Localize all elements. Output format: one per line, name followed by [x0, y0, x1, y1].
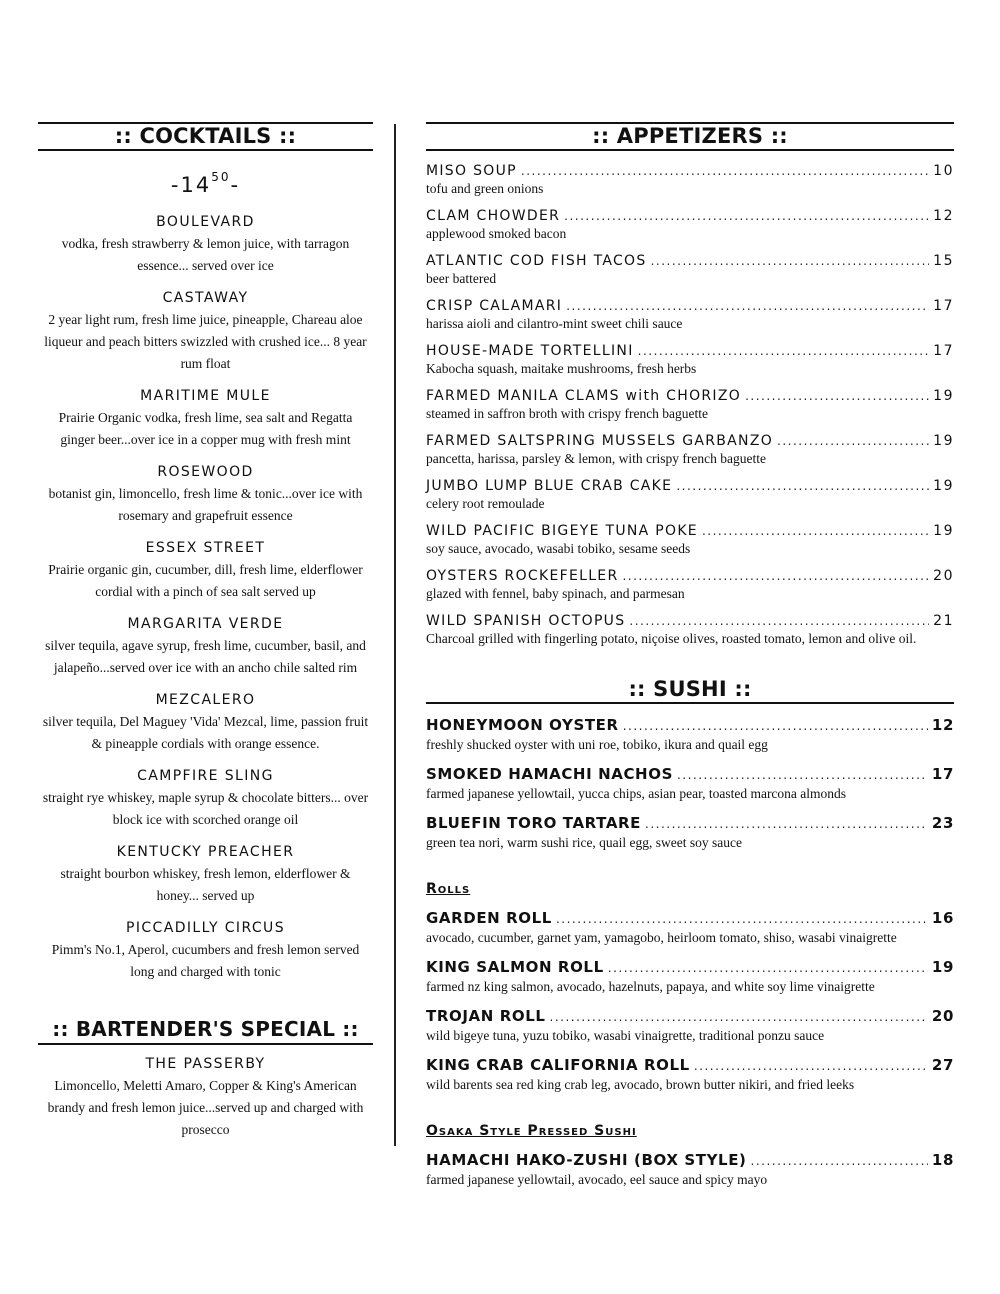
item-desc: pancetta, harissa, parsley & lemon, with crispy french baguette [426, 451, 767, 466]
cocktail-name: CASTAWAY [162, 290, 249, 306]
menu-item [426, 1056, 954, 1095]
item-name: FARMED MANILA CLAMS with CHORIZO [426, 388, 742, 404]
item-price: 19 [933, 523, 954, 539]
item-name: CLAM CHOWDER [426, 208, 561, 224]
cocktail-desc: Pimm's No.1, Aperol, cucumbers and fresh lemon served long and charged with tonic [51, 942, 360, 979]
item-price: 19 [933, 478, 954, 494]
menu-item [426, 1007, 954, 1046]
item-desc: farmed japanese yellowtail, avocado, eel sauce and spicy mayo [426, 1172, 768, 1187]
cocktail-name: ROSEWOOD [157, 464, 254, 480]
dot-leader [521, 164, 929, 178]
rolls-subheading: Rolls [426, 881, 471, 897]
cocktail-name: KENTUCKY PREACHER [116, 844, 295, 860]
item-name: CRISP CALAMARI [426, 298, 563, 314]
item-price: 17 [931, 765, 954, 783]
item-desc: harissa aioli and cilantro-mint sweet chili sauce [426, 316, 683, 331]
menu-item [426, 388, 954, 424]
cocktail-item [38, 919, 373, 983]
item-name: SMOKED HAMACHI NACHOS [426, 765, 673, 783]
cocktail-desc: Prairie organic gin, cucumber, dill, fresh lime, elderflower cordial with a pinch of sea salt served up [48, 562, 363, 599]
cocktail-item [38, 213, 373, 277]
menu-item [426, 765, 954, 804]
item-price: 10 [933, 163, 954, 179]
cocktail-desc: 2 year light rum, fresh lime juice, pineapple, Chareau aloe liqueur and peach bitters swizzled with crushed ice... 8 year rum float [44, 312, 367, 371]
dot-leader [676, 479, 929, 493]
item-price: 20 [933, 568, 954, 584]
item-desc: wild bigeye tuna, yuzu tobiko, wasabi vinaigrette, traditional ponzu sauce [426, 1028, 825, 1043]
cocktail-item [38, 691, 373, 755]
menu-item [426, 343, 954, 379]
menu-item [426, 814, 954, 853]
column-divider [394, 124, 396, 1146]
dot-leader [608, 961, 928, 975]
cocktail-name: PICCADILLY CIRCUS [126, 920, 285, 936]
dot-leader [694, 1059, 928, 1073]
item-price: 16 [931, 909, 954, 927]
cocktail-list [38, 213, 373, 983]
item-name: HONEYMOON OYSTER [426, 716, 619, 734]
item-desc: applewood smoked bacon [426, 226, 567, 241]
item-name: KING CRAB CALIFORNIA ROLL [426, 1056, 690, 1074]
item-price: 17 [933, 298, 954, 314]
menu-item [426, 253, 954, 289]
cocktail-desc: Limoncello, Meletti Amaro, Copper & King's American brandy and fresh lemon juice...served up and charged with prosecco [47, 1078, 364, 1137]
bartender-special-item [38, 1055, 373, 1141]
item-desc: Kabocha squash, maitake mushrooms, fresh herbs [426, 361, 697, 376]
menu-item [426, 958, 954, 997]
item-desc: celery root remoulade [426, 496, 545, 511]
dot-leader [777, 434, 929, 448]
item-desc: soy sauce, avocado, wasabi tobiko, sesame seeds [426, 541, 691, 556]
dot-leader [556, 912, 928, 926]
cocktail-desc: silver tequila, Del Maguey 'Vida' Mezcal, lime, passion fruit & pineapple cordials with orange essence. [42, 714, 369, 751]
item-price: 27 [931, 1056, 954, 1074]
cocktail-desc: Prairie Organic vodka, fresh lime, sea salt and Regatta ginger beer...over ice in a copper mug with fresh mint [58, 410, 353, 447]
cocktail-desc: silver tequila, agave syrup, fresh lime, cucumber, basil, and jalapeño...served over ice with an ancho chile salted rim [45, 638, 366, 675]
cocktail-name: BOULEVARD [156, 214, 255, 230]
item-name: JUMBO LUMP BLUE CRAB CAKE [426, 478, 673, 494]
item-price: 17 [933, 343, 954, 359]
item-name: HOUSE-MADE TORTELLINI [426, 343, 634, 359]
cocktail-name: ESSEX STREET [145, 540, 266, 556]
cocktail-desc: vodka, fresh strawberry & lemon juice, with tarragon essence... served over ice [61, 236, 350, 273]
cocktail-name: MARGARITA VERDE [127, 616, 284, 632]
item-name: GARDEN ROLL [426, 909, 552, 927]
dot-leader [550, 1010, 928, 1024]
pressed-sushi-subheading: Osaka Style Pressed Sushi [426, 1123, 637, 1139]
menu-item [426, 163, 954, 199]
menu-item [426, 568, 954, 604]
cocktail-item [38, 767, 373, 831]
item-price: 21 [933, 613, 954, 629]
cocktails-column [38, 122, 373, 1141]
dot-leader [638, 344, 930, 358]
item-price: 12 [931, 716, 954, 734]
cocktail-name: THE PASSERBY [145, 1056, 266, 1072]
item-price: 12 [933, 208, 954, 224]
item-name: ATLANTIC COD FISH TACOS [426, 253, 647, 269]
item-name: FARMED SALTSPRING MUSSELS GARBANZO [426, 433, 774, 449]
item-name: BLUEFIN TORO TARTARE [426, 814, 642, 832]
dot-leader [702, 524, 929, 538]
dot-leader [677, 768, 928, 782]
menu-item [426, 1151, 954, 1190]
rolls-list [426, 909, 954, 1095]
menu-item [426, 613, 954, 649]
dot-leader [645, 817, 928, 831]
item-name: HAMACHI HAKO-ZUSHI (BOX STYLE) [426, 1151, 747, 1169]
item-price: 23 [931, 814, 954, 832]
dot-leader [629, 614, 929, 628]
item-desc: tofu and green onions [426, 181, 544, 196]
dot-leader [623, 719, 928, 733]
cocktail-item [38, 539, 373, 603]
item-desc: green tea nori, warm sushi rice, quail egg, sweet soy sauce [426, 835, 743, 850]
dot-leader [745, 389, 929, 403]
menu-item [426, 478, 954, 514]
item-desc: glazed with fennel, baby spinach, and parmesan [426, 586, 685, 601]
food-column [426, 122, 954, 1190]
dot-leader [622, 569, 929, 583]
menu-item [426, 716, 954, 755]
dot-leader [651, 254, 930, 268]
cocktail-desc: straight bourbon whiskey, fresh lemon, elderflower & honey... served up [60, 866, 351, 903]
cocktail-item [38, 463, 373, 527]
bartender-special-heading: :: BARTENDER'S SPECIAL :: [38, 1017, 373, 1045]
menu-item [426, 208, 954, 244]
cocktail-item [38, 843, 373, 907]
item-desc: farmed japanese yellowtail, yucca chips, asian pear, toasted marcona almonds [426, 786, 847, 801]
menu-item [426, 523, 954, 559]
item-desc: farmed nz king salmon, avocado, hazelnuts, papaya, and white soy lime vinaigrette [426, 979, 875, 994]
item-desc: freshly shucked oyster with uni roe, tobiko, ikura and quail egg [426, 737, 768, 752]
cocktail-item [38, 289, 373, 375]
cocktail-price [38, 170, 373, 197]
item-name: WILD PACIFIC BIGEYE TUNA POKE [426, 523, 698, 539]
dot-leader [566, 299, 929, 313]
item-name: MISO SOUP [426, 163, 517, 179]
menu-item [426, 909, 954, 948]
item-price: 19 [931, 958, 954, 976]
sushi-heading: :: SUSHI :: [426, 677, 954, 704]
menu-item [426, 433, 954, 469]
sushi-list [426, 716, 954, 853]
cocktail-desc: straight rye whiskey, maple syrup & chocolate bitters... over block ice with scorched orange oil [42, 790, 369, 827]
cocktail-desc: botanist gin, limoncello, fresh lime & tonic...over ice with rosemary and grapefruit essence [48, 486, 363, 523]
price-cents: 50 [211, 170, 231, 184]
menu-item [426, 298, 954, 334]
cocktail-name: CAMPFIRE SLING [137, 768, 274, 784]
item-price: 19 [933, 388, 954, 404]
price-suffix: - [230, 173, 241, 197]
item-name: KING SALMON ROLL [426, 958, 604, 976]
cocktail-name: MARITIME MULE [140, 388, 271, 404]
cocktail-item [38, 387, 373, 451]
price-main: -14 [170, 173, 212, 197]
pressed-sushi-list [426, 1151, 954, 1190]
item-price: 15 [933, 253, 954, 269]
item-desc: beer battered [426, 271, 497, 286]
appetizer-list [426, 163, 954, 649]
item-name: WILD SPANISH OCTOPUS [426, 613, 626, 629]
item-name: TROJAN ROLL [426, 1007, 546, 1025]
cocktail-name: MEZCALERO [155, 692, 256, 708]
item-price: 18 [931, 1151, 954, 1169]
item-desc: Charcoal grilled with fingerling potato, niçoise olives, roasted tomato, lemon and olive oil. [426, 631, 917, 646]
item-desc: wild barents sea red king crab leg, avocado, brown butter nikiri, and fried leeks [426, 1077, 855, 1092]
item-name: OYSTERS ROCKEFELLER [426, 568, 619, 584]
cocktail-item [38, 615, 373, 679]
dot-leader [751, 1154, 928, 1168]
appetizers-heading: :: APPETIZERS :: [426, 122, 954, 151]
item-price: 20 [931, 1007, 954, 1025]
item-desc: steamed in saffron broth with crispy french baguette [426, 406, 709, 421]
dot-leader [564, 209, 929, 223]
item-price: 19 [933, 433, 954, 449]
cocktails-heading: :: COCKTAILS :: [38, 122, 373, 151]
item-desc: avocado, cucumber, garnet yam, yamagobo, heirloom tomato, shiso, wasabi vinaigrette [426, 930, 897, 945]
